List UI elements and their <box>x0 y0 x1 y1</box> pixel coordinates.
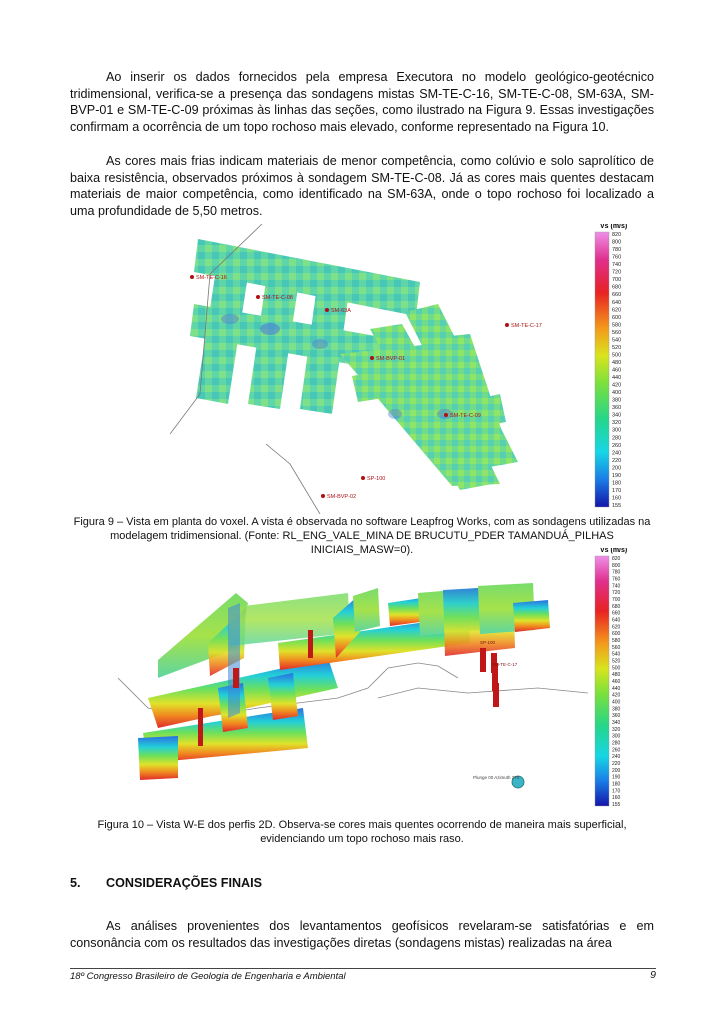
colorbar-tick-label: 480 <box>612 672 621 679</box>
colorbar-tick-label: 660 <box>612 292 622 299</box>
colorbar-tick-label: 720 <box>612 269 622 276</box>
colorbar-tick-label: 420 <box>612 692 621 699</box>
colorbar-tick-label: 600 <box>612 631 621 638</box>
colorbar-tick-label: 480 <box>612 359 622 366</box>
borehole-label: SM-TE-C-09 <box>450 413 481 419</box>
colorbar-tick-label: 180 <box>612 781 621 788</box>
colorbar-tick-label: 660 <box>612 610 621 617</box>
colorbar-fig10 <box>595 548 627 808</box>
colorbar-tick-label: 155 <box>612 503 622 509</box>
colorbar-tick-label: 380 <box>612 397 622 404</box>
section-title: CONSIDERAÇÕES FINAIS <box>106 876 263 890</box>
borehole-label: SM-TE-C-16 <box>196 275 227 281</box>
borehole-label: SM-BVP-02 <box>327 494 357 500</box>
colorbar-tick-label: 760 <box>612 254 622 261</box>
colorbar-tick-label: 400 <box>612 699 621 706</box>
colorbar-tick-label: 520 <box>612 344 622 351</box>
colorbar-tick-label: 220 <box>612 761 621 767</box>
colorbar-tick-label: 540 <box>612 337 622 344</box>
colorbar-tick-label: 600 <box>612 314 622 321</box>
footer-text: 18º Congresso Brasileiro de Geologia de Engenharia e Ambiental <box>70 971 346 982</box>
page-number: 9 <box>650 969 656 981</box>
colorbar-tick-label: 260 <box>612 747 621 754</box>
colorbar-tick-label: 680 <box>612 284 622 291</box>
colorbar-tick-label: 820 <box>612 232 622 238</box>
colorbar-tick-label: 200 <box>612 465 622 472</box>
figure-9-plan-view <box>170 224 660 514</box>
colorbar-tick-label: 380 <box>612 706 621 713</box>
paragraph-1: Ao inserir os dados fornecidos pela empresa Executora no modelo geológico-geotécnico tridimensional, verifica-se a presença das sondagens mistas SM-TE-C-16, SM-TE-C-08, SM-63A, SM-BVP-01 e SM-TE-C-09 próximas às linhas das seções, como ilustrado na Figura 9. Essas investigações confirmam a ocorrência de um topo rochoso mais elevado, conforme representado na Figura 10. <box>70 70 654 135</box>
colorbar-tick-label: 340 <box>612 412 622 419</box>
colorbar-tick-label: 280 <box>612 435 622 442</box>
borehole-label: SM-TE-C-17 <box>492 662 518 667</box>
colorbar-tick-label: 720 <box>612 590 621 597</box>
closing-paragraph: As análises provenientes dos levantamentos geofísicos revelaram-se satisfatórias e em consonância com os resultados das investigações diretas (sondagens mistas) realizadas na área <box>70 919 654 950</box>
colorbar-tick-label: 440 <box>612 685 621 692</box>
colorbar-tick-label: 320 <box>612 726 621 733</box>
colorbar-tick-label: 440 <box>612 375 622 382</box>
colorbar-tick-label: 170 <box>612 788 621 795</box>
figure-9-caption: Figura 9 – Vista em planta do voxel. A vista é observada no software Leapfrog Works, com as sondagens utilizadas na modelagem tridimensional. (Fonte: RL_ENG_VALE_MINA DE BRUCUTU_PDER TAMANDUÁ_PILHAS INICIAIS_MASW=0). <box>73 516 651 556</box>
colorbar-tick-label: 800 <box>612 562 621 569</box>
colorbar-tick-label: 360 <box>612 713 621 720</box>
voxel-block-right <box>340 304 518 490</box>
figure-10-we-view <box>118 548 660 816</box>
borehole-label: SP-100 <box>480 640 496 645</box>
colorbar-tick-label: 620 <box>612 624 621 631</box>
colorbar-tick-label: 160 <box>612 795 621 802</box>
colorbar-tick-label: 540 <box>612 651 621 658</box>
borehole-label: SM-63A <box>331 308 351 314</box>
svg-text:Vs (m/s): Vs (m/s) <box>600 548 628 554</box>
colorbar-tick-label: 300 <box>612 733 621 740</box>
colorbar-tick-label: 340 <box>612 720 621 726</box>
colorbar-tick-label: 460 <box>612 679 621 685</box>
footer-divider <box>70 968 656 969</box>
colorbar-tick-label: 560 <box>612 329 622 336</box>
svg-text:Plunge 00 Azimuth 270: Plunge 00 Azimuth 270 <box>473 775 520 780</box>
colorbar-tick-label: 280 <box>612 740 621 747</box>
colorbar-tick-label: 400 <box>612 390 622 397</box>
borehole-label: SM-TE-C-08 <box>262 295 293 301</box>
paragraph-2: As cores mais frias indicam materiais de menor competência, como colúvio e solo saprolítico de baixa resistência, observados próximos à sondagem SM-TE-C-08. Já as cores mais quentes destacam materiais de maior competência, como identificado na SM-63A, onde o topo rochoso foi localizado a uma profundidade de 5,50 metros. <box>70 154 654 219</box>
colorbar-tick-label: 520 <box>612 658 621 665</box>
colorbar-tick-label: 170 <box>612 487 622 494</box>
colorbar-tick-label: 500 <box>612 665 621 672</box>
section-heading <box>70 876 262 890</box>
figure-10-caption: Figura 10 – Vista W-E dos perfis 2D. Observa-se cores mais quentes ocorrendo de maneira mais superficial, evidenciando um topo rochoso mais raso. <box>97 819 627 845</box>
svg-text:Vs (m/s): Vs (m/s) <box>600 224 628 230</box>
colorbar-tick-label: 780 <box>612 247 622 254</box>
profile-sections <box>138 583 550 780</box>
colorbar-tick-label: 460 <box>612 367 622 374</box>
compass-icon <box>473 775 524 788</box>
colorbar-tick-label: 680 <box>612 603 621 610</box>
colorbar-tick-label: 155 <box>612 802 621 808</box>
colorbar-tick-label: 160 <box>612 495 622 502</box>
colorbar-tick-label: 800 <box>612 239 622 246</box>
section-number: 5. <box>70 876 81 890</box>
colorbar-tick-label: 240 <box>612 754 621 761</box>
colorbar-tick-label: 700 <box>612 597 621 603</box>
colorbar-tick-label: 190 <box>612 472 622 479</box>
colorbar-tick-label: 620 <box>612 307 622 314</box>
colorbar-tick-label: 320 <box>612 420 622 427</box>
colorbar-tick-label: 360 <box>612 405 622 412</box>
colorbar-tick-label: 500 <box>612 352 622 359</box>
colorbar-tick-label: 200 <box>612 767 621 774</box>
colorbar-tick-label: 580 <box>612 322 622 329</box>
borehole-label: SM-TE-C-17 <box>511 323 542 329</box>
colorbar-tick-label: 180 <box>612 480 622 487</box>
colorbar-fig9 <box>595 224 627 509</box>
colorbar-tick-label: 700 <box>612 277 622 284</box>
colorbar-tick-label: 760 <box>612 576 621 583</box>
colorbar-tick-label: 220 <box>612 457 622 464</box>
borehole-label: SM-BVP-01 <box>376 356 406 362</box>
outline-line-2 <box>266 444 320 514</box>
colorbar-tick-label: 260 <box>612 442 622 449</box>
colorbar-tick-label: 780 <box>612 569 621 576</box>
colorbar-tick-label: 300 <box>612 427 622 434</box>
colorbar-tick-label: 740 <box>612 262 622 269</box>
colorbar-tick-label: 580 <box>612 638 621 644</box>
borehole-label: SP-100 <box>367 476 386 482</box>
colorbar-tick-label: 820 <box>612 556 621 562</box>
colorbar-tick-label: 190 <box>612 774 621 781</box>
colorbar-tick-label: 420 <box>612 382 622 389</box>
colorbar-tick-label: 240 <box>612 450 622 457</box>
terrain-line-2 <box>378 688 588 698</box>
colorbar-tick-label: 640 <box>612 617 621 624</box>
colorbar-tick-label: 640 <box>612 299 622 306</box>
colorbar-tick-label: 740 <box>612 583 621 590</box>
colorbar-tick-label: 560 <box>612 644 621 651</box>
